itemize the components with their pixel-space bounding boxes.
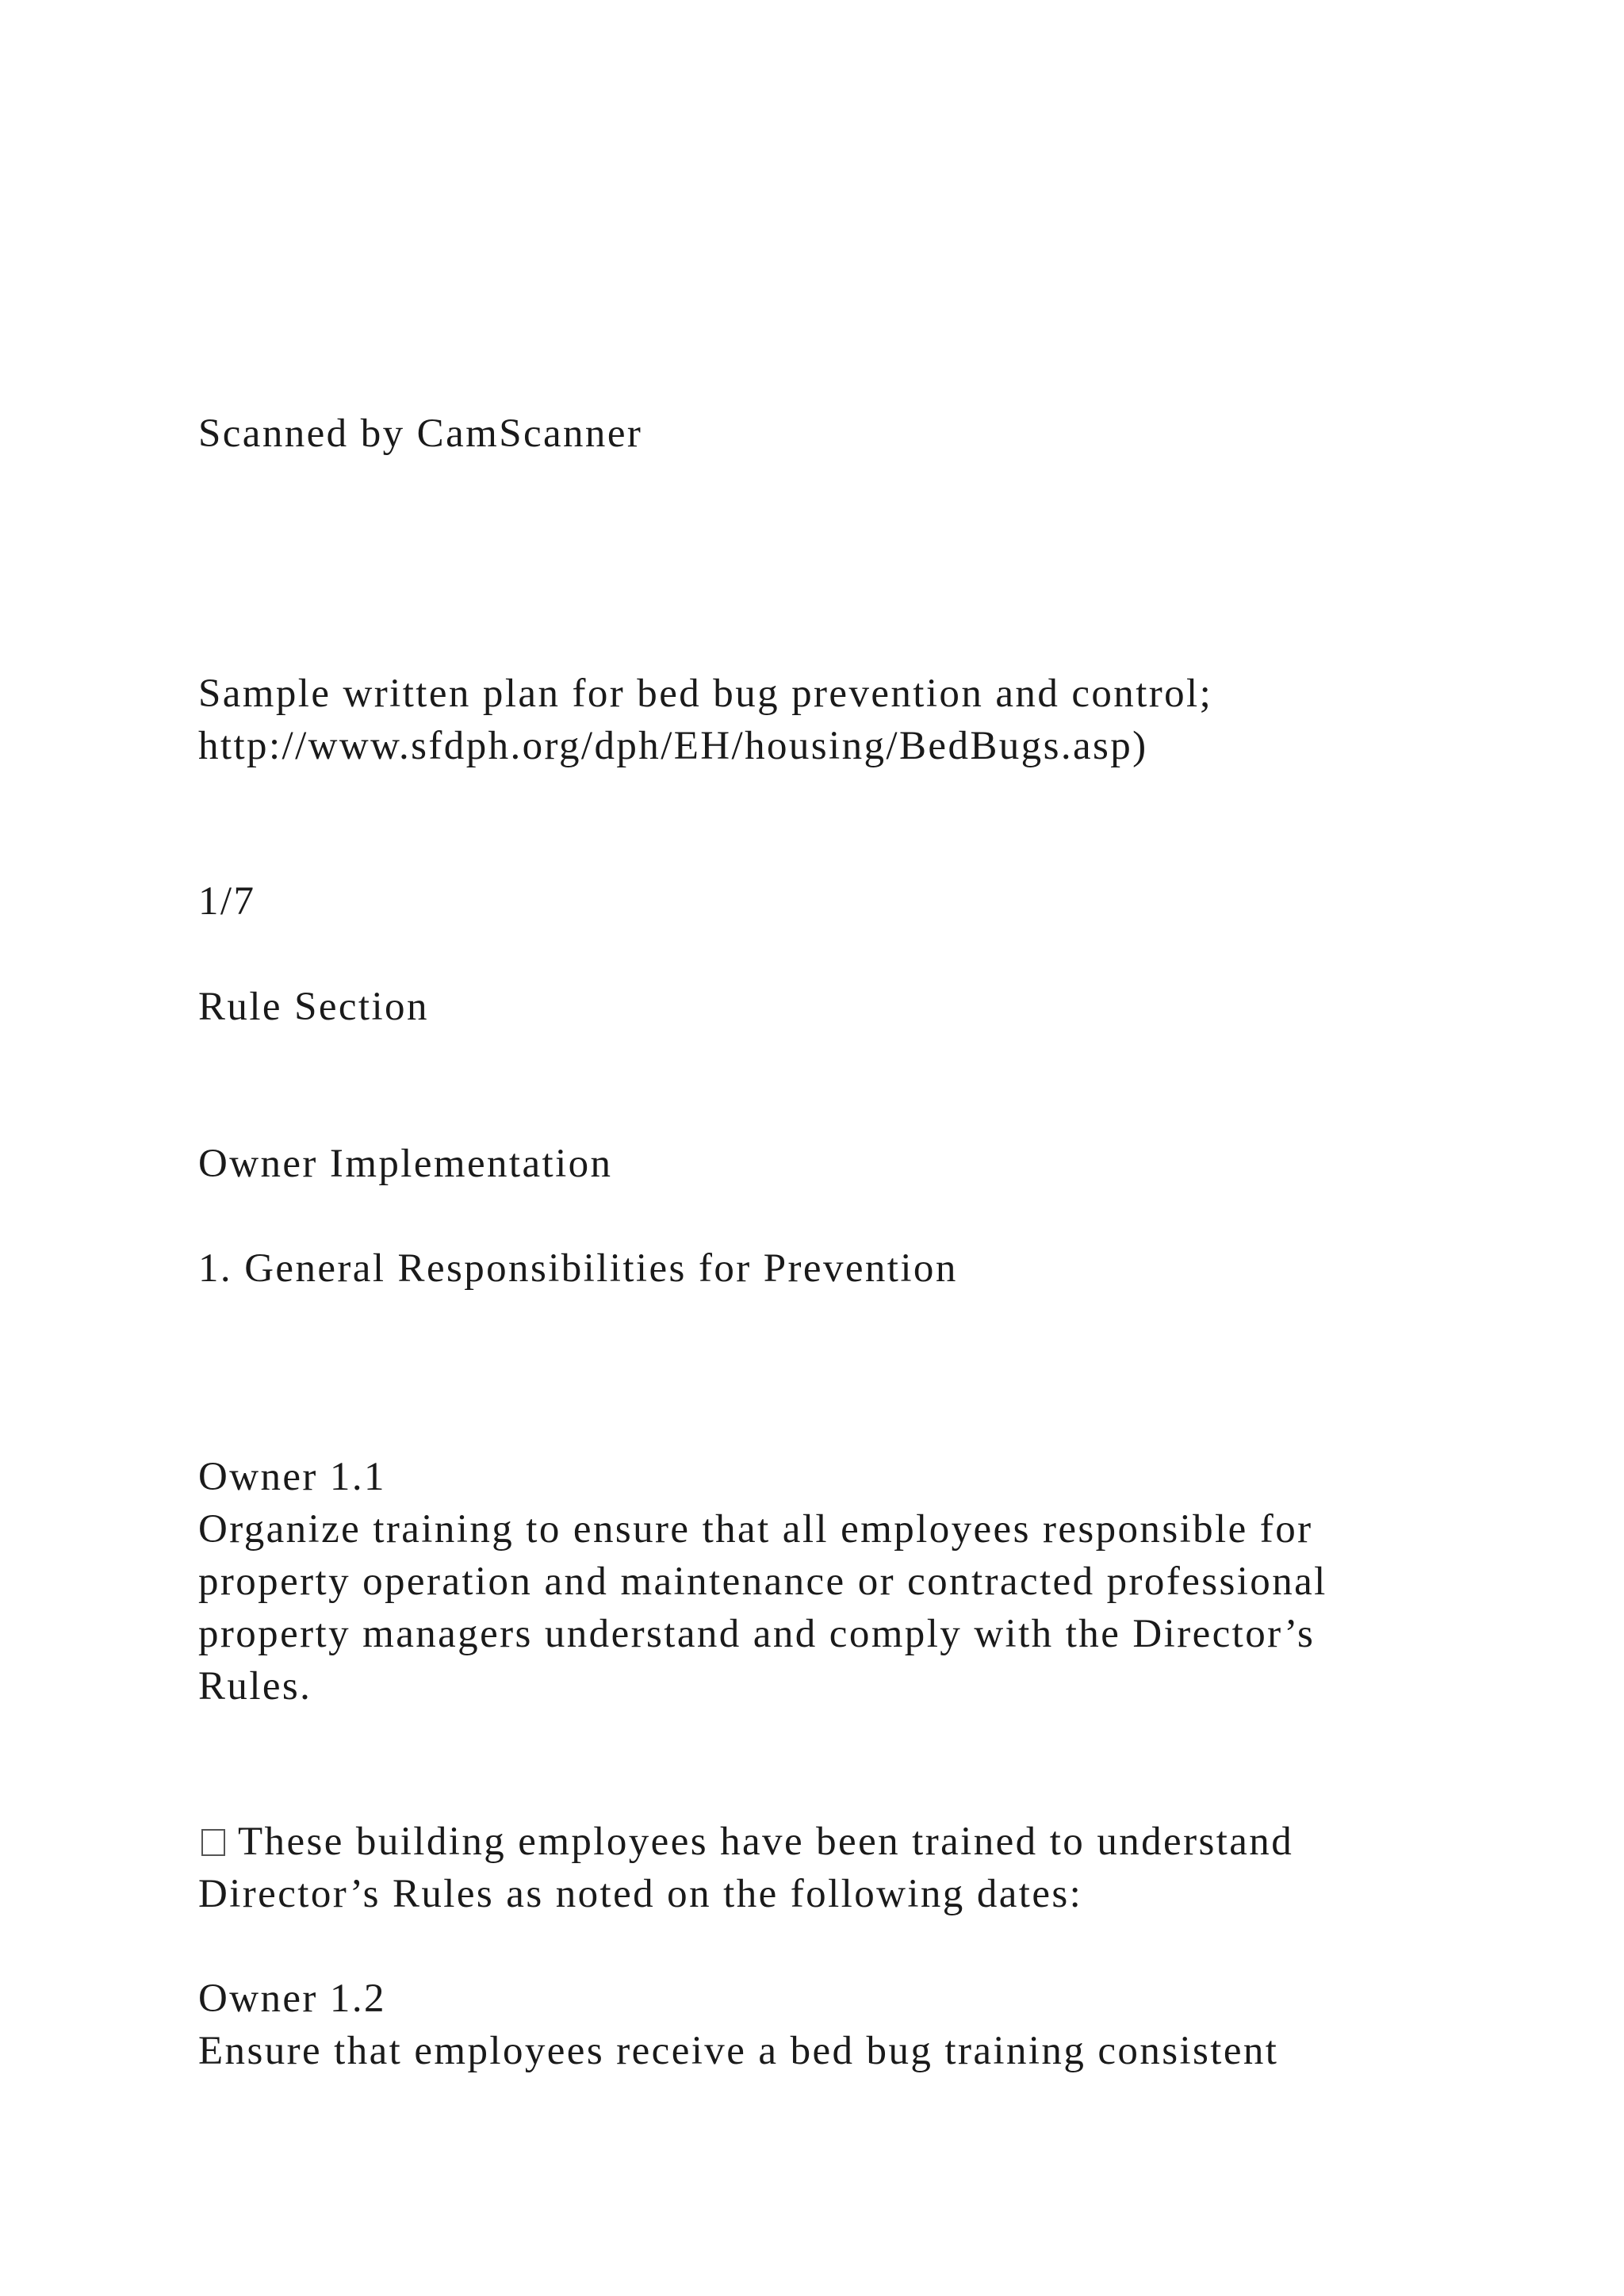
sample-title-line-1: Sample written plan for bed bug prevention and control; [198,672,1213,716]
section-1-heading: 1. General Responsibilities for Prevention [198,1246,958,1291]
owner-1-2-text-line-1: Ensure that employees receive a bed bug training consistent [198,2029,1279,2073]
scanner-note: Scanned by CamScanner [198,411,643,456]
checkbox-item-line-2: Director’s Rules as noted on the following dates: [198,1872,1083,1916]
owner-1-1-text-line-4: Rules. [198,1664,312,1709]
owner-1-1-label: Owner 1.1 [198,1455,386,1499]
page-counter: 1/7 [198,879,256,924]
owner-1-1-text-line-1: Organize training to ensure that all employees responsible for [198,1507,1313,1552]
column-owner-implementation: Owner Implementation [198,1142,613,1186]
column-rule-section: Rule Section [198,985,429,1029]
owner-1-1-text-line-2: property operation and maintenance or contracted professional [198,1559,1327,1604]
checkbox-item-line-1 [198,1822,1293,1862]
sample-title-line-2: http://www.sfdph.org/dph/EH/housing/BedBugs.asp) [198,724,1148,768]
checkbox-item-text: These building employees have been trained to understand [238,1820,1294,1864]
checkbox-icon[interactable] [201,1829,225,1856]
owner-1-2-label: Owner 1.2 [198,1976,386,2021]
owner-1-1-text-line-3: property managers understand and comply with the Director’s [198,1612,1316,1656]
